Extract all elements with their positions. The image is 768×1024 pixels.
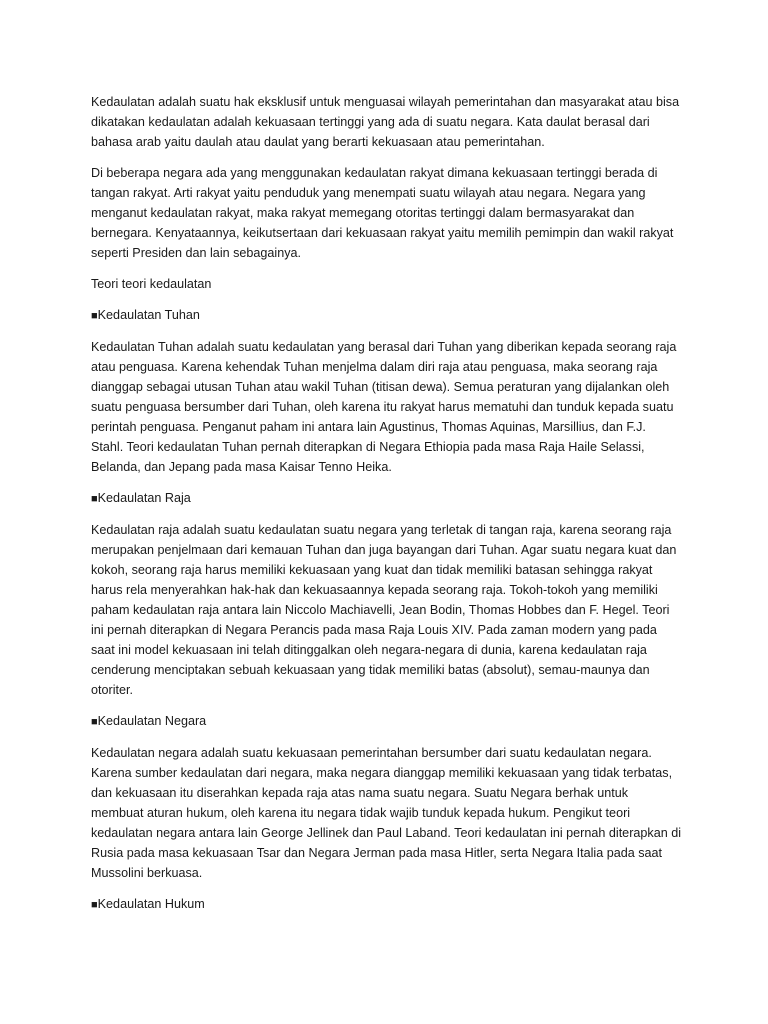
tuhan-paragraph: Kedaulatan Tuhan adalah suatu kedaulatan yang berasal dari Tuhan yang diberikan kepada seorang raja atau penguasa. Karena kehendak Tuhan menjelma dalam diri raja atau penguasa, maka seorang raja dianggap sebagai utusan Tuhan atau wakil Tuhan (titisan dewa). Semua peraturan yang dijalankan oleh suatu penguasa bersumber dari Tuhan, oleh karena itu rakyat harus mematuhi dan tunduk kepada suatu perintah penguasa. Penganut paham ini antara lain Agustinus, Thomas Aquinas, Marsillius, dan F.J. Stahl. Teori kedaulatan Tuhan pernah diterapkan di Negara Ethiopia pada masa Raja Haile Selassi, Belanda, dan Jepang pada masa Kaisar Tenno Heika. [91, 340, 677, 474]
section-heading-label: Kedaulatan Raja [97, 491, 191, 505]
section-heading-negara [91, 711, 681, 732]
square-bullet-icon: ■ [91, 716, 98, 728]
section-heading-hukum [91, 894, 681, 915]
section-heading-label: Kedaulatan Negara [97, 714, 207, 728]
theories-heading: Teori teori kedaulatan [91, 277, 212, 291]
section-heading-label: Kedaulatan Hukum [97, 897, 205, 911]
document-page [91, 92, 681, 926]
section-heading-tuhan [91, 305, 681, 326]
intro-paragraph: Kedaulatan adalah suatu hak eksklusif untuk menguasai wilayah pemerintahan dan masyarakat atau bisa dikatakan kedaulatan adalah kekuasaan tertinggi yang ada di suatu negara. Kata daulat berasal dari bahasa arab yaitu daulah atau daulat yang berarti kekuasaan atau pemerintahan. [91, 95, 680, 149]
raja-paragraph: Kedaulatan raja adalah suatu kedaulatan suatu negara yang terletak di tangan raja, karena seorang raja merupakan penjelmaan dari kemauan Tuhan dan juga bayangan dari Tuhan. Agar suatu negara kuat dan kokoh, seorang raja harus memiliki kekuasaan yang kuat dan tidak memiliki batasan sehingga rakyat harus rela menyerahkan hak-hak dan kekuasaannya kepada seorang raja. Tokoh-tokoh yang memiliki paham kedaulatan raja antara lain Niccolo Machiavelli, Jean Bodin, Thomas Hobbes dan F. Hegel. Teori ini pernah diterapkan di Negara Perancis pada masa Raja Louis XIV. Pada zaman modern yang pada saat ini model kekuasaan ini telah ditinggalkan oleh negara-negara di dunia, karena kedaulatan raja cenderung menciptakan sebuah kekuasaan yang tidak memiliki batas (absolut), semau-maunya dan otoriter. [91, 523, 677, 697]
negara-paragraph: Kedaulatan negara adalah suatu kekuasaan pemerintahan bersumber dari suatu kedaulatan negara. Karena sumber kedaulatan dari negara, maka negara dianggap memiliki kekuasaan yang tidak terbatas, dan kekuasaan itu diserahkan kepada raja atas nama suatu negara. Suatu Negara berhak untuk membuat aturan hukum, oleh karena itu negara tidak wajib tunduk kepada hukum. Pengikut teori kedaulatan negara antara lain George Jellinek dan Paul Laband. Teori kedaulatan ini pernah diterapkan di Rusia pada masa kekuasaan Tsar dan Negara Jerman pada masa Hitler, serta Negara Italia pada saat Mussolini berkuasa. [91, 746, 681, 880]
people-sovereignty-paragraph: Di beberapa negara ada yang menggunakan kedaulatan rakyat dimana kekuasaan tertinggi berada di tangan rakyat. Arti rakyat yaitu penduduk yang menempati suatu wilayah atau negara. Negara yang menganut kedaulatan rakyat, maka rakyat memegang otoritas tertinggi dalam bermasyarakat dan bernegara. Kenyataannya, keikutsertaan dari kekuasaan rakyat yaitu memilih pemimpin dan wakil rakyat seperti Presiden dan lain sebagainya. [91, 166, 674, 260]
square-bullet-icon: ■ [91, 310, 98, 322]
square-bullet-icon: ■ [91, 899, 98, 911]
section-heading-raja [91, 488, 681, 509]
square-bullet-icon: ■ [91, 493, 98, 505]
section-heading-label: Kedaulatan Tuhan [97, 308, 200, 322]
